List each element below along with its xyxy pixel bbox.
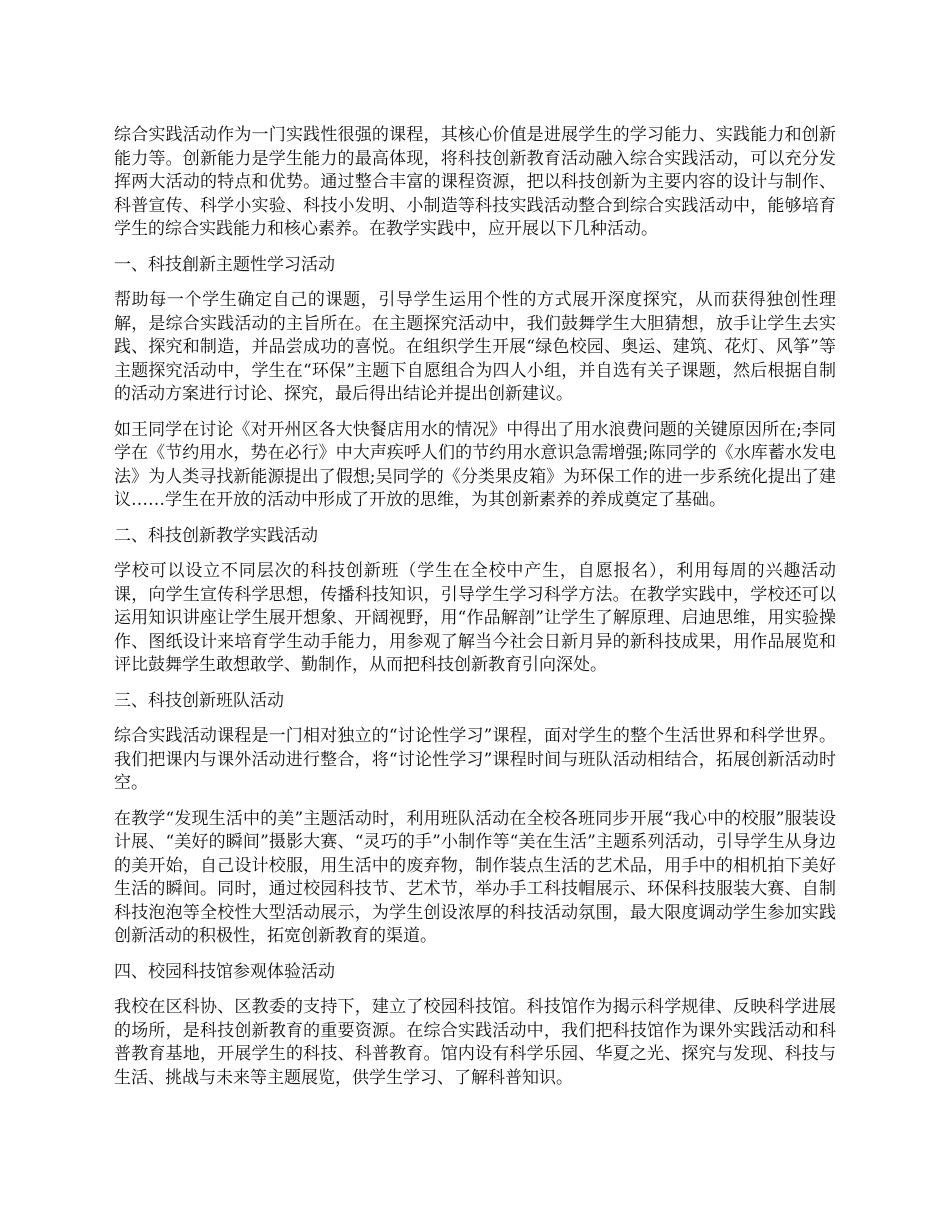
section-1-paragraph-1: 帮助每一个学生确定自己的课题，引导学生运用个性的方式展开深度探究，从而获得独创性理解，是综合实践活动的主旨所在。在主题探究活动中，我们鼓舞学生大胆猜想，放手让学生去实践、探究和制造，并品尝成功的喜悦。在组织学生开展“绿色校园、奥运、建筑、花灯、风筝”等主题探究活动中，学生在“环保”主题下自愿组合为四人小组，并自选有关子课题，然后根据自制的活动方案进行讨论、探究，最后得出结论并提出创新建议。 <box>114 290 836 404</box>
section-heading-3: 三、科技创新班队活动 <box>114 690 284 711</box>
section-heading-1: 一、科技創新主题性学习活动 <box>114 254 335 275</box>
intro-paragraph: 综合实践活动作为一门实践性很强的课程，其核心价值是进展学生的学习能力、实践能力和创新能力等。创新能力是学生能力的最高体现，将科技创新教育活动融入综合实践活动，可以充分发挥两大活动的特点和优势。通过整合丰富的课程资源，把以科技创新为主要内容的设计与制作、科普宣传、科学小实验、科技小发明、小制造等科技实践活动整合到综合实践活动中，能够培育学生的综合实践能力和核心素养。在教学实践中，应开展以下几种活动。 <box>114 125 836 239</box>
section-3-paragraph-2: 在教学“发现生活中的美”主题活动时，利用班队活动在全校各班同步开展“我心中的校服”服装设计展、“美好的瞬间”摄影大赛、“灵巧的手”小制作等“美在生活”主题系列活动，引导学生从身边的美开始，自己设计校服，用生活中的废弃物，制作装点生活的艺术品，用手中的相机拍下美好生活的瞬间。同时，通过校园科技节、艺术节，举办手工科技帽展示、环保科技服装大赛、自制科技泡泡等全校性大型活动展示，为学生创设浓厚的科技活动氛围，最大限度调动学生参加实践创新活动的积极性，拓宽创新教育的渠道。 <box>114 808 836 946</box>
section-heading-4: 四、校园科技馆参观体验活动 <box>114 961 335 982</box>
section-heading-2: 二、科技创新教学实践活动 <box>114 525 318 546</box>
section-4-paragraph-1: 我校在区科协、区教委的支持下，建立了校园科技馆。科技馆作为揭示科学规律、反映科学进展的场所，是科技创新教育的重要资源。在综合实践活动中，我们把科技馆作为课外实践活动和科普教育基地，开展学生的科技、科普教育。馆内设有科学乐园、华夏之光、探究与发现、科技与生活、挑战与未来等主题展览，供学生学习、了解科普知识。 <box>114 997 836 1088</box>
section-3-paragraph-1: 综合实践活动课程是一门相对独立的“讨论性学习”课程，面对学生的整个生活世界和科学世界。我们把课内与课外活动进行整合，将“讨论性学习”课程时间与班队活动相结合，拓展创新活动时空。 <box>114 726 836 793</box>
section-1-paragraph-2: 如王同学在讨论《对开州区各大快餐店用水的情况》中得出了用水浪费问题的关键原因所在;李同学在《节约用水，势在必行》中大声疾呼人们的节约用水意识急需增强;陈同学的《水库蓄水发电法》为人类寻找新能源提出了假想;吴同学的《分类果皮箱》为环保工作的进一步系统化提出了建议……学生在开放的活动中形成了开放的思维，为其创新素养的养成奠定了基础。 <box>114 419 836 510</box>
document-page <box>114 124 836 1102</box>
section-2-paragraph-1: 学校可以设立不同层次的科技创新班（学生在全校中产生，自愿报名），利用每周的兴趣活动课，向学生宣传科学思想，传播科技知识，引导学生学习科学方法。在教学实践中，学校还可以运用知识讲座让学生展开想象、开阔视野，用“作品解剖”让学生了解原理、启迪思维，用实验操作、图纸设计来培育学生动手能力，用参观了解当今社会日新月异的新科技成果，用作品展览和评比鼓舞学生敢想敢学、勤制作，从而把科技创新教育引向深处。 <box>114 561 836 675</box>
